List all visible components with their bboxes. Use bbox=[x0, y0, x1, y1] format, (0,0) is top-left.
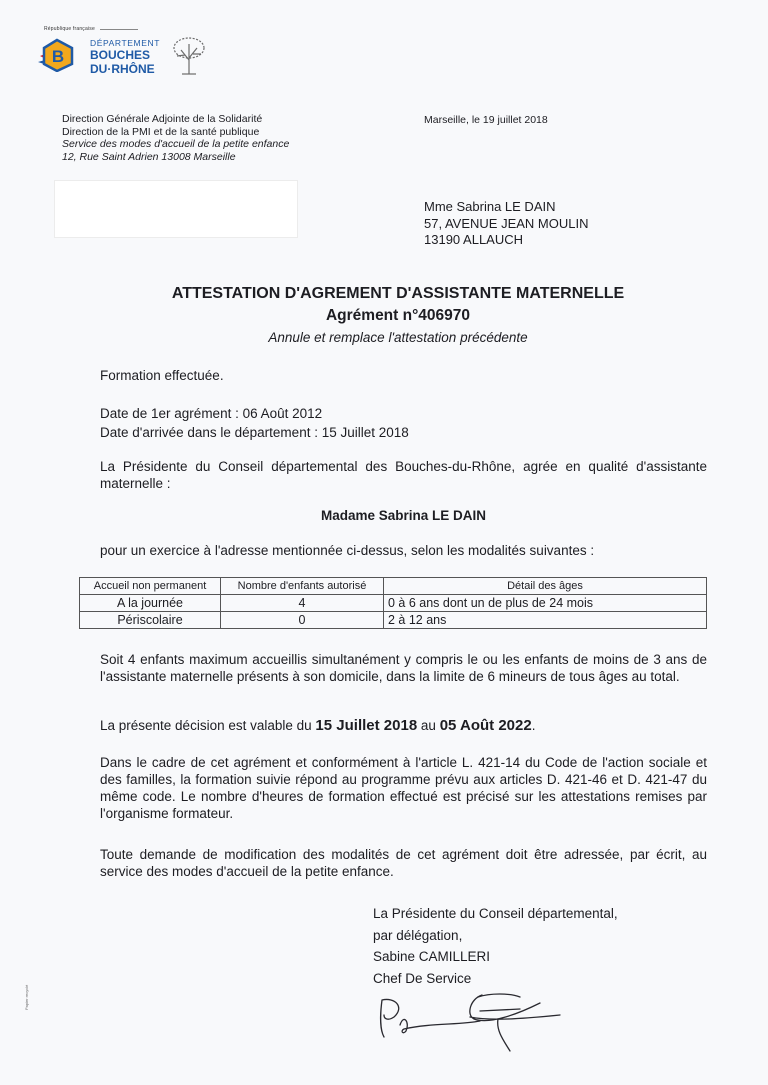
table-cell: 4 bbox=[221, 595, 384, 612]
table-cell: 2 à 12 ans bbox=[384, 612, 707, 629]
ages-table bbox=[79, 577, 707, 629]
table-row bbox=[80, 595, 707, 612]
recipient-name: Mme Sabrina LE DAIN bbox=[424, 199, 556, 214]
table-row bbox=[80, 612, 707, 629]
signatory-name: Sabine CAMILLERI bbox=[373, 949, 491, 964]
beneficiary-name: Madame Sabrina LE DAIN bbox=[320, 508, 487, 523]
date-place: Marseille, le 19 juillet 2018 bbox=[424, 114, 548, 126]
recipient-block bbox=[424, 199, 588, 249]
formation-text: Formation effectuée. bbox=[100, 368, 224, 383]
document-subtitle: Annule et remplace l'attestation précédente bbox=[268, 330, 528, 345]
handwritten-signature bbox=[370, 985, 570, 1055]
recycled-paper-note: Papier recyclé bbox=[24, 984, 29, 1010]
recipient-address: 57, AVENUE JEAN MOULIN bbox=[424, 215, 589, 231]
sender-address: 12, Rue Saint Adrien 13008 Marseille bbox=[62, 150, 236, 163]
department-logo-icon bbox=[38, 38, 76, 72]
validity-prefix: La présente décision est valable du bbox=[100, 718, 312, 733]
legal-text: Dans le cadre de cet agrément et conformément à l'article L. 421-14 du Code de l'action sociale et des familles, la formation suivie répond au programme prévu aux articles D. 421-46 et D. 421-47 du même code. Le nombre d'heures de formation effectué est précisé sur les attestations remises par l'organisme formateur. bbox=[100, 755, 707, 821]
max-children-text: Soit 4 enfants maximum accueillis simultanément y compris le ou les enfants de moins de 3 ans de l'assistante maternelle présents à son domicile, dans la limite de 6 mineurs de tous âges au total. bbox=[100, 652, 707, 684]
republique-label: République française bbox=[44, 26, 95, 32]
agrement-number: Agrément n°406970 bbox=[325, 307, 471, 324]
validity-start: 15 Juillet 2018 bbox=[315, 717, 418, 734]
svg-text:B: B bbox=[51, 47, 65, 66]
table-header: Nombre d'enfants autorisé bbox=[221, 578, 384, 595]
table-header-row bbox=[80, 578, 707, 595]
redacted-area bbox=[54, 180, 298, 238]
table-header: Détail des âges bbox=[384, 578, 707, 595]
table-header: Accueil non permanent bbox=[80, 578, 221, 595]
logo-department-label: DÉPARTEMENT bbox=[90, 38, 161, 48]
validity-end: 05 Août 2022 bbox=[439, 717, 532, 734]
first-agrement-date: Date de 1er agrément : 06 Août 2012 bbox=[100, 406, 323, 421]
signature-line: La Présidente du Conseil départemental, bbox=[373, 906, 618, 921]
logo-divider bbox=[100, 29, 138, 30]
modification-text: Toute demande de modification des modalités de cet agrément doit être adressée, par écrit, au service des modes d'accueil de la petite enfance. bbox=[100, 847, 707, 879]
tree-icon bbox=[168, 34, 210, 76]
exercise-text: pour un exercice à l'adresse mentionnée ci-dessus, selon les modalités suivantes : bbox=[100, 543, 595, 558]
validity-text bbox=[100, 717, 707, 734]
signature-line: par délégation, bbox=[373, 927, 463, 943]
sender-line: Direction de la PMI et de la santé publique bbox=[62, 125, 260, 138]
table-cell: Périscolaire bbox=[80, 612, 221, 629]
table-cell: 0 bbox=[221, 612, 384, 629]
sender-block bbox=[62, 113, 289, 163]
sender-line: Service des modes d'accueil de la petite enfance bbox=[62, 138, 290, 150]
table-cell: A la journée bbox=[80, 595, 221, 612]
signature-block bbox=[373, 903, 618, 989]
validity-middle: au bbox=[420, 718, 436, 733]
validity-suffix: . bbox=[531, 718, 536, 733]
table-cell: 0 à 6 ans dont un de plus de 24 mois bbox=[384, 595, 707, 612]
document-title: ATTESTATION D'AGREMENT D'ASSISTANTE MATERNELLE bbox=[171, 285, 625, 302]
logo-name-line2: DU·RHÔNE bbox=[90, 62, 155, 76]
decision-intro: La Présidente du Conseil départemental des Bouches-du-Rhône, agrée en qualité d'assistante maternelle : bbox=[100, 459, 707, 491]
recipient-city: 13190 ALLAUCH bbox=[424, 232, 524, 247]
arrival-date: Date d'arrivée dans le département : 15 Juillet 2018 bbox=[100, 425, 409, 440]
sender-line: Direction Générale Adjointe de la Solidarité bbox=[62, 113, 263, 125]
logo-name-line1: BOUCHES bbox=[90, 48, 151, 62]
signatory-title: Chef De Service bbox=[373, 970, 472, 986]
